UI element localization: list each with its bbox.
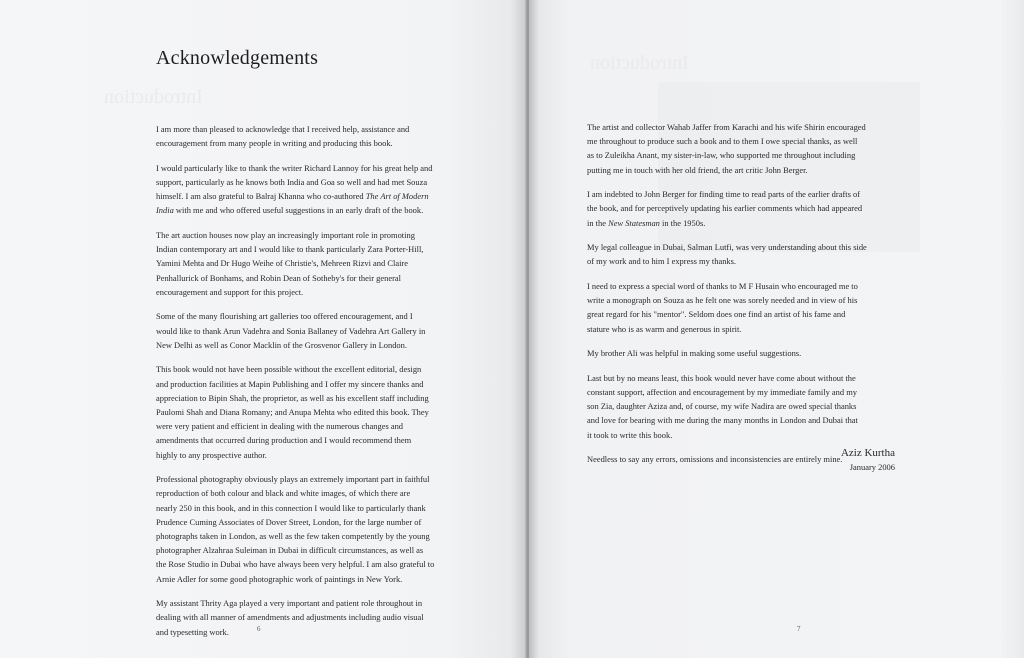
text-line: and typesetting work. (156, 626, 229, 637)
text-line: Penhallurick of Bonhams, and Robin Dean of Sotheby's for their general (156, 272, 401, 283)
text-line: My legal colleague in Dubai, Salman Lutfi, was very understanding about this side (587, 242, 867, 253)
text-line: Paulomi Shah and Diana Romany; and Anupa Mehta who edited this book. They (156, 407, 429, 418)
text-line: it took to write this book. (587, 429, 673, 440)
text-line: I would particularly like to thank the writer Richard Lannoy for his great help and (156, 162, 433, 173)
paragraph (587, 371, 893, 442)
text-line: Prudence Cuming Associates of Dover Street, London, for the large number of (156, 516, 422, 527)
author-name: Aziz Kurtha (840, 447, 895, 459)
paragraph (587, 120, 893, 177)
paragraph (156, 161, 471, 218)
text-line: and love for bearing with me during the many months in London and Dubai that (587, 415, 858, 426)
show-through-text: Introduction (104, 86, 203, 108)
text-line: me throughout to produce such a book and to them I owe special thanks, as well (587, 136, 858, 147)
paragraph (156, 309, 471, 352)
paragraph (587, 346, 893, 360)
text-line: The artist and collector Wahab Jaffer from Karachi and his wife Shirin encouraged (587, 122, 866, 132)
text-line: great regard for his "mentor". Seldom does one find an artist of his fame and (587, 309, 846, 320)
text-line: Arnie Adler for some good photographic work of paintings in New York. (156, 573, 403, 584)
text-line: appreciation to Bipin Shah, the proprietor, as well as his excellent staff including (156, 392, 429, 403)
text-line: and production facilities at Mapin Publishing and I offer my sincere thanks and (156, 378, 424, 389)
text-line: Indian contemporary art and I would like to thank particularly Zara Porter-Hill, (156, 244, 424, 255)
text-line: amendments that occurred during production and I would recommend them (156, 435, 412, 446)
text-line: Professional photography obviously plays an extremely important part in faithful (156, 474, 430, 485)
page-number-right: 7 (797, 625, 801, 633)
paragraph (587, 187, 893, 230)
text-line: The art auction houses now play an increasingly important role in promoting (156, 230, 415, 240)
text-line: photographer Alzahraa Suleiman in Dubai in difficult circumstances, as well as (156, 545, 424, 556)
text-line: This book would not have been possible without the excellent editorial, design (156, 364, 422, 375)
text-line: as to Zuleikha Anant, my sister-in-law, who supported me throughout including (587, 150, 856, 161)
text-line: were very patient and efficient in dealing with the numerous changes and (156, 421, 404, 432)
text-line: photographs taken in London, as well as the few taken competently by the young (156, 531, 430, 542)
page-number-left: 6 (257, 625, 261, 633)
signature-block (780, 446, 895, 474)
text-line: dealing with all manner of amendments and adjustments including audio visual (156, 612, 424, 623)
text-line: encouragement from many people in writing and producing this book. (156, 138, 393, 149)
text-line: I am more than pleased to acknowledge that I received help, assistance and (156, 124, 410, 134)
text-line: in the New Statesman in the 1950s. (587, 217, 706, 228)
text-line: India with me and who offered useful suggestions in an early draft of the book. (156, 205, 424, 216)
text-line: support, particularly as he knows both India and Goa so well and had met Souza (156, 177, 428, 187)
text-line: Yamini Mehta and Dr Hugo Weihe of Christie's, Mehreen Rizvi and Claire (156, 258, 408, 269)
text-line: Some of the many flourishing art galleries too offered encouragement, and I (156, 311, 413, 322)
show-through-heading: Introduction (590, 52, 689, 74)
text-line: highly to any prospective author. (156, 449, 267, 460)
text-line: constant support, affection and encouragement by my immediate family and my (587, 387, 857, 397)
text-line: the book, and for perceptively updating his earlier comments which had appeared (587, 203, 863, 214)
text-line: of my work and to him I express my thanks. (587, 256, 737, 267)
right-text-column (587, 120, 893, 477)
paragraph (156, 362, 471, 461)
paragraph (156, 472, 471, 586)
text-line: encouragement and support for this project. (156, 286, 304, 297)
text-line: would like to thank Arun Vadehra and Sonia Ballaney of Vadehra Art Gallery in (156, 325, 426, 336)
text-line: New Delhi as well as Conor Macklin of the Grosvenor Gallery in London. (156, 339, 407, 350)
paragraph (587, 240, 893, 268)
paragraph (587, 279, 893, 336)
text-line: the Rose Studio in Dubai who have always been very helpful. I am also grateful to (156, 559, 435, 570)
text-line: putting me in touch with her old friend, the art critic John Berger. (587, 164, 808, 175)
paragraph (156, 596, 471, 639)
text-line: reproduction of both colour and black and white images, of which there are (156, 488, 411, 499)
signature-date: January 2006 (849, 462, 895, 472)
text-line: I am indebted to John Berger for finding time to read parts of the earlier drafts of (587, 189, 861, 200)
text-line: I need to express a special word of thanks to M F Husain who encouraged me to (587, 281, 858, 291)
page-title: Acknowledgements (156, 47, 319, 69)
paragraph (156, 228, 471, 299)
text-line: nearly 250 in this book, and in this connection I would like to particularly thank (156, 502, 426, 513)
text-line: My brother Ali was helpful in making some useful suggestions. (587, 348, 802, 359)
text-line: stature who is as warm and generous in spirit. (587, 323, 742, 334)
text-line: My assistant Thrity Aga played a very important and patient role throughout in (156, 598, 423, 609)
text-line: Needless to say any errors, omissions and inconsistencies are entirely mine. (587, 454, 843, 465)
text-line: himself. I am also grateful to Balraj Khanna who co-authored The Art of Modern (156, 191, 429, 202)
text-line: write a monograph on Souza as he felt one was sorely needed and in view of his (587, 295, 858, 306)
paragraph (156, 122, 471, 150)
left-text-column (156, 122, 471, 649)
text-line: Last but by no means least, this book would never have come about without the (587, 372, 856, 383)
text-line: son Zia, daughter Aziza and, of course, my wife Nadira are owed special thanks (587, 401, 857, 412)
